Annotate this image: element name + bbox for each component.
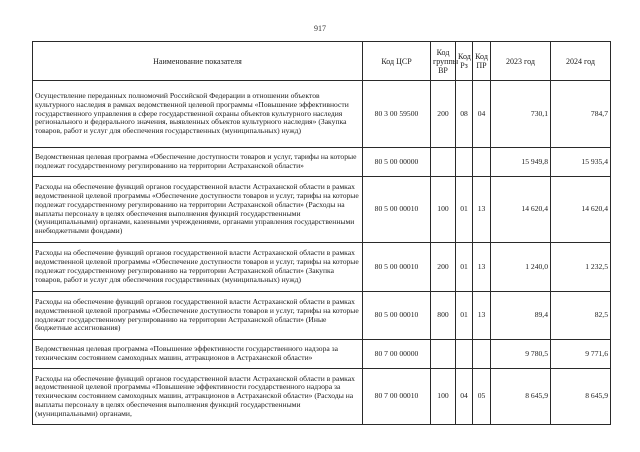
cell-name: Расходы на обеспечение функций органов государственной власти Астраханской области в рамках ведомственной целевой программы «Обеспечение доступности товаров и услуг, тарифы на которые подлежат государственному регулированию на территории Астраханской области» (Иные бюджетные ассигнования) xyxy=(33,292,363,340)
cell-2023: 8 645,9 xyxy=(491,369,551,425)
cell-name: Расходы на обеспечение функций органов государственной власти Астраханской области в рамках ведомственной целевой программы «Обеспечение доступности товаров и услуг, тарифы на которые подлежат государственному регулированию на территории Астраханской области» (Расходы на выплаты персоналу в целях обеспечения выполнения функций государственными (муниципальными) органами, казенными учреждениями, органами управления государственными внебюджетными фондами) xyxy=(33,177,363,243)
cell-2024: 82,5 xyxy=(551,292,611,340)
cell-pr: 13 xyxy=(473,243,491,292)
cell-rz: 01 xyxy=(456,292,473,340)
cell-csr: 80 5 00 00010 xyxy=(363,177,431,243)
cell-2023: 9 780,5 xyxy=(491,340,551,369)
table-header-row xyxy=(33,42,611,81)
header-vr: Код группы ВР xyxy=(431,42,456,81)
table-row xyxy=(33,177,611,243)
cell-csr: 80 5 00 00000 xyxy=(363,148,431,177)
cell-rz xyxy=(456,340,473,369)
cell-2023: 15 949,8 xyxy=(491,148,551,177)
cell-rz: 04 xyxy=(456,369,473,425)
cell-2024: 9 771,6 xyxy=(551,340,611,369)
cell-rz: 01 xyxy=(456,243,473,292)
header-csr: Код ЦСР xyxy=(363,42,431,81)
cell-vr xyxy=(431,340,456,369)
cell-2023: 89,4 xyxy=(491,292,551,340)
header-name: Наименование показателя xyxy=(33,42,363,81)
cell-pr: 13 xyxy=(473,292,491,340)
cell-2023: 14 620,4 xyxy=(491,177,551,243)
header-pr: Код ПР xyxy=(473,42,491,81)
cell-vr: 200 xyxy=(431,243,456,292)
header-2024: 2024 год xyxy=(551,42,611,81)
cell-rz: 01 xyxy=(456,177,473,243)
budget-table xyxy=(32,41,611,425)
cell-vr: 800 xyxy=(431,292,456,340)
cell-2024: 784,7 xyxy=(551,81,611,148)
cell-2023: 730,1 xyxy=(491,81,551,148)
cell-vr: 100 xyxy=(431,369,456,425)
cell-csr: 80 5 00 00010 xyxy=(363,243,431,292)
cell-vr: 100 xyxy=(431,177,456,243)
cell-csr: 80 3 00 59500 xyxy=(363,81,431,148)
table-row xyxy=(33,243,611,292)
cell-csr: 80 7 00 00000 xyxy=(363,340,431,369)
cell-2024: 15 935,4 xyxy=(551,148,611,177)
cell-name: Ведомственная целевая программа «Повышение эффективности государственного надзора за техническим состоянием самоходных машин, аттракционов в Астраханской области» xyxy=(33,340,363,369)
cell-pr: 04 xyxy=(473,81,491,148)
cell-pr xyxy=(473,148,491,177)
cell-name: Расходы на обеспечение функций органов государственной власти Астраханской области в рамках ведомственной целевой программы «Повышение эффективности государственного надзора за техническим состоянием самоходных машин, аттракционов в Астраханской области» (Расходы на выплаты персоналу в целях обеспечения выполнения функций государственными (муниципальными) органами, xyxy=(33,369,363,425)
cell-pr: 13 xyxy=(473,177,491,243)
table-row xyxy=(33,81,611,148)
header-rz: Код Рз xyxy=(456,42,473,81)
cell-name: Осуществление переданных полномочий Российской Федерации в отношении объектов культурного наследия в рамках ведомственной целевой программы «Повышение эффективности государственного управления в сфере государственной охраны объектов культурного наследия регионального и федерального значения, выявленных объектов культурного наследия» (Закупка товаров, работ и услуг для обеспечения государственных (муниципальных) нужд) xyxy=(33,81,363,148)
table-row xyxy=(33,340,611,369)
table-row xyxy=(33,369,611,425)
cell-2024: 14 620,4 xyxy=(551,177,611,243)
page-number: 917 xyxy=(314,24,326,33)
cell-csr: 80 7 00 00010 xyxy=(363,369,431,425)
cell-2024: 1 232,5 xyxy=(551,243,611,292)
cell-csr: 80 5 00 00010 xyxy=(363,292,431,340)
cell-pr xyxy=(473,340,491,369)
cell-name: Расходы на обеспечение функций органов государственной власти Астраханской области в рамках ведомственной целевой программы «Обеспечение доступности товаров и услуг, тарифы на которые подлежат государственному регулированию на территории Астраханской области» (Закупка товаров, работ и услуг для обеспечения государственных (муниципальных) нужд) xyxy=(33,243,363,292)
cell-rz: 08 xyxy=(456,81,473,148)
table-row xyxy=(33,148,611,177)
cell-2023: 1 240,0 xyxy=(491,243,551,292)
cell-pr: 05 xyxy=(473,369,491,425)
header-2023: 2023 год xyxy=(491,42,551,81)
table-row xyxy=(33,292,611,340)
cell-vr: 200 xyxy=(431,81,456,148)
cell-vr xyxy=(431,148,456,177)
cell-name: Ведомственная целевая программа «Обеспечение доступности товаров и услуг, тарифы на которые подлежат государственному регулированию на территории Астраханской области» xyxy=(33,148,363,177)
cell-2024: 8 645,9 xyxy=(551,369,611,425)
cell-rz xyxy=(456,148,473,177)
